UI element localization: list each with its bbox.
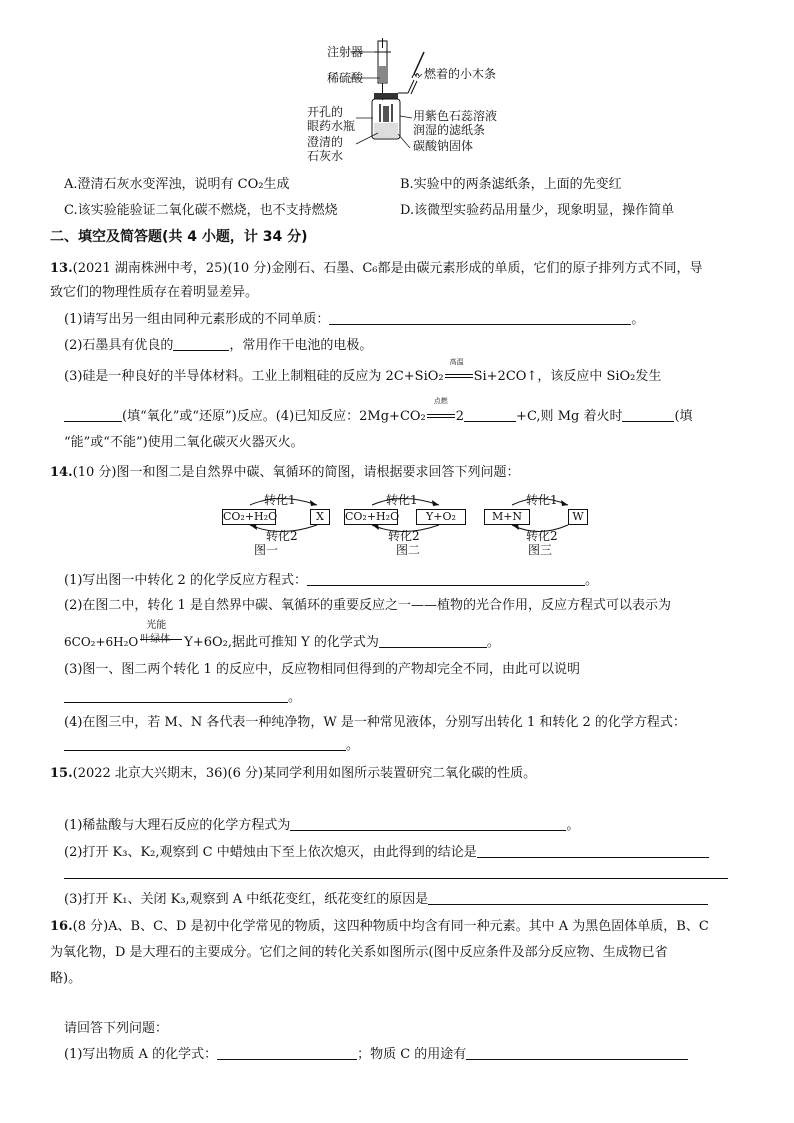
fig3-caption: 图三 <box>528 543 553 557</box>
q13-part-3-4: (填“氧化”或“还原”)反应。(4)已知反应：2Mg+CO₂ 点燃 2 +C,则 Mg 着火时 (填 <box>64 408 693 423</box>
q13-stem-line-1 <box>50 262 703 275</box>
q16-answer-blank-2[interactable] <box>466 1047 688 1060</box>
q14-part-2-eq: 6CO₂+6H₂O 光能 叶绿体 Y+6O₂,据此可推知 Y 的化学式为 。 <box>64 620 500 650</box>
fig2-bottom-label: 转化2 <box>388 529 420 543</box>
q14-answer-blank-2[interactable] <box>379 635 487 648</box>
q13-number: 13. <box>50 261 73 276</box>
q14-answer-blank-1[interactable] <box>307 573 585 586</box>
q13-answer-blank-3[interactable] <box>64 409 122 422</box>
q16-answer-blank-1[interactable] <box>217 1047 357 1060</box>
q15-answer-blank-2[interactable] <box>477 845 709 858</box>
q15-answer-blank-1[interactable] <box>290 818 566 831</box>
fig1-right-box: X <box>310 509 330 525</box>
q13-answer-blank-4[interactable] <box>464 409 516 422</box>
q15-answer-rule[interactable] <box>64 878 728 879</box>
label-syringe: 注射器 <box>327 45 364 59</box>
q15-part-2: (2)打开 K₃、K₂,观察到 C 中蜡烛由下至上依次熄灭，由此得到的结论是 <box>64 845 709 859</box>
fig2-right-box: Y+O₂ <box>416 509 466 525</box>
fig2-caption: 图二 <box>396 543 421 557</box>
q16-prompt: 请回答下列问题： <box>64 1021 169 1036</box>
q12-option-a: A.澄清石灰水变浑浊，说明有 CO₂生成 <box>64 177 290 192</box>
q16-part-1: (1)写出物质 A 的化学式： ；物质 C 的用途有 <box>64 1047 688 1061</box>
q15-part-1: (1)稀盐酸与大理石反应的化学方程式为 。 <box>64 818 580 833</box>
q15-stem: (2022 北京大兴期末，36)(6 分)某同学利用如图所示装置研究二氧化碳的性质。 <box>72 766 537 781</box>
q13-part-4-end: “能”或“不能”)使用二氧化碳灭火器灭火。 <box>64 435 304 450</box>
label-bottle-2: 眼药水瓶 <box>307 119 356 133</box>
q15-part-3: (3)打开 K₁、关闭 K₃,观察到 A 中纸花变红，纸花变红的原因是 <box>64 892 708 906</box>
q16-stem-line-1 <box>50 920 709 933</box>
q13-answer-blank-5[interactable] <box>622 409 674 422</box>
q13-part-2: (2)石墨具有优良的 ，常用作干电池的电极。 <box>64 338 373 353</box>
fig1-bottom-label: 转化2 <box>266 529 298 543</box>
fig3-right-box: W <box>568 509 588 525</box>
q12-option-d: D.该微型实验药品用量少，现象明显，操作简单 <box>400 203 675 218</box>
label-carbonate: 碳酸钠固体 <box>413 139 474 153</box>
q14-part-4: (4)在图三中，若 M、N 各代表一种纯净物，W 是一种常见液体，分别写出转化 1 和转化 2 的化学方程式： <box>64 715 686 730</box>
fig1-caption: 图一 <box>254 543 279 557</box>
label-bottle-1: 开孔的 <box>307 105 344 119</box>
q13-ignite-condition: 点燃 <box>426 408 456 420</box>
q13-part-1: (1)请写出另一组由同种元素形成的不同单质： 。 <box>64 312 645 327</box>
q13-answer-blank-2[interactable] <box>173 338 229 351</box>
fig1-top-label: 转化1 <box>264 493 296 507</box>
q14-number: 14. <box>50 465 73 480</box>
q16-stem-2: 为氧化物，D 是大理石的主要成分。它们之间的转化关系如图所示(图中反应条件及部分反应物、生成物已省 <box>50 945 668 960</box>
q14-stem: (10 分)图一和图二是自然界中碳、氧循环的简图，请根据要求回答下列问题： <box>72 465 520 480</box>
label-litmus-1: 用紫色石蕊溶液 <box>413 109 498 123</box>
label-litmus-2: 润湿的滤纸条 <box>413 123 486 137</box>
section-2-title: 二、填空及简答题(共 4 小题，计 34 分) <box>50 229 308 245</box>
q13-high-temp-condition: 高温 <box>444 368 474 380</box>
fig3-left-box: M+N <box>484 509 530 525</box>
q14-part-3-answer-line: 。 <box>64 690 301 704</box>
q13-stem-2: 致它们的物理性质存在着明显差异。 <box>50 285 259 300</box>
q15-number: 15. <box>50 766 73 781</box>
q13-stem-1: (2021 湖南株洲中考，25)(10 分)金刚石、石墨、C₆都是由碳元素形成的单质，它们的原子排列方式不同，导 <box>72 261 703 276</box>
q16-number: 16. <box>50 919 73 934</box>
fig3-bottom-label: 转化2 <box>526 529 558 543</box>
label-limewater-1: 澄清的 <box>307 135 344 149</box>
label-limewater-2: 石灰水 <box>307 149 344 163</box>
q12-option-b: B.实验中的两条滤纸条，上面的先变红 <box>400 177 622 192</box>
label-acid: 稀硫酸 <box>327 71 364 85</box>
q14-part-3: (3)图一、图二两个转化 1 的反应中，反应物相同但得到的产物却完全不同，由此可以说明 <box>64 662 580 677</box>
fig2-left-box: CO₂+H₂O <box>345 510 400 523</box>
q15-answer-blank-3[interactable] <box>428 892 708 905</box>
q15-stem-line <box>50 767 536 780</box>
q13-part-3: (3)硅是一种良好的半导体材料。工业上制粗硅的反应为 2C+SiO₂ 高温 Si+2CO↑，该反应中 SiO₂发生 <box>64 358 662 384</box>
fig2-top-label: 转化1 <box>386 493 418 507</box>
q16-stem-3: 略)。 <box>50 971 82 986</box>
q14-part-2: (2)在图二中，转化 1 是自然界中碳、氧循环的重要反应之一——植物的光合作用，反应方程式可以表示为 <box>64 598 671 613</box>
q14-photosynthesis-condition: 光能 叶绿体 <box>138 634 184 646</box>
fig1-left-box: CO₂+H₂O <box>223 510 278 523</box>
q14-part-1: (1)写出图一中转化 2 的化学反应方程式： 。 <box>64 573 598 588</box>
q16-stem-1: (8 分)A、B、C、D 是初中化学常见的物质，这四种物质中均含有同一种元素。其中 A 为黑色固体单质，B、C <box>72 919 709 934</box>
label-splint: 燃着的小木条 <box>424 67 497 81</box>
fig3-top-label: 转化1 <box>526 493 558 507</box>
q14-part-4-answer-line: 。 <box>64 738 359 752</box>
q14-answer-blank-3[interactable] <box>64 690 288 703</box>
q13-answer-blank-1[interactable] <box>329 312 631 325</box>
q14-answer-blank-4[interactable] <box>64 738 346 751</box>
q14-stem-line <box>50 466 519 479</box>
q12-option-c: C.该实验能验证二氧化碳不燃烧，也不支持燃烧 <box>64 203 338 218</box>
